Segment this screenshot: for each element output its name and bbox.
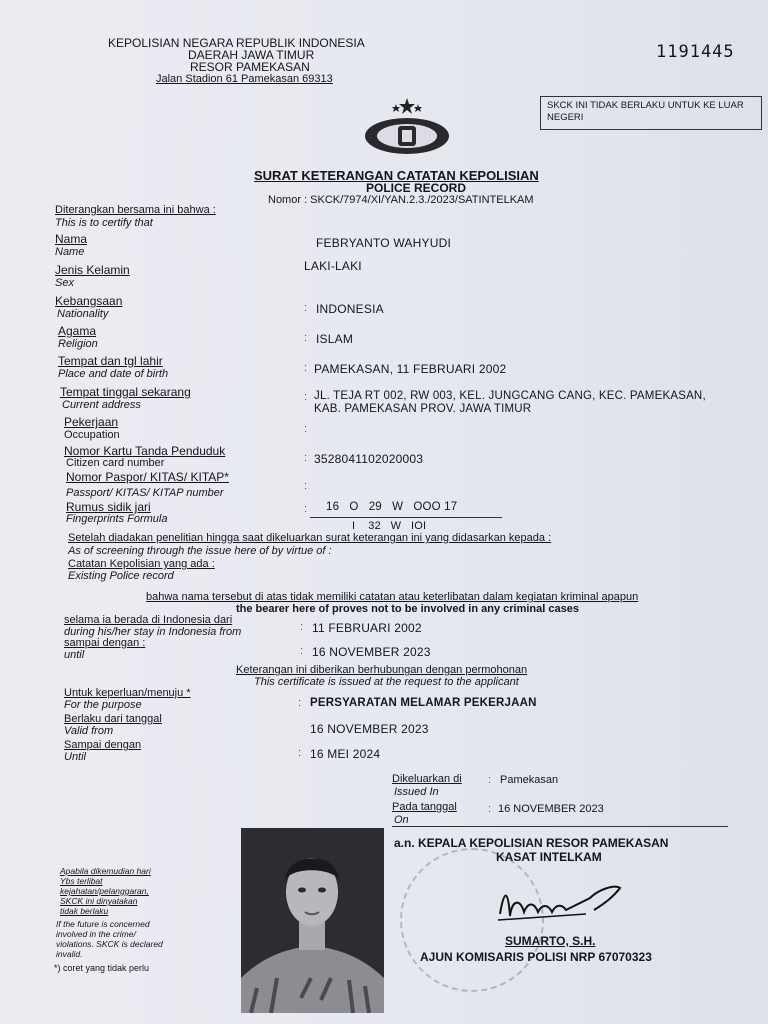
header-line-1: KEPOLISIAN NEGARA REPUBLIK INDONESIA bbox=[108, 36, 365, 50]
field-religion-label: Agama bbox=[58, 324, 97, 338]
colon: : bbox=[298, 747, 302, 759]
purpose-value: PERSYARATAN MELAMAR PEKERJAAN bbox=[310, 697, 537, 709]
colon: : bbox=[488, 803, 492, 815]
header-line-2: DAERAH JAWA TIMUR bbox=[188, 48, 315, 62]
field-religion-en: Religion bbox=[58, 338, 98, 350]
field-passport-label: Nomor Paspor/ KITAS/ KITAP* bbox=[66, 470, 229, 484]
screening-id: Setelah diadakan penelitian hingga saat dikeluarkan surat keterangan ini yang didasarkan kepada : bbox=[68, 532, 552, 544]
footnote-line-7: involved in the crime/ bbox=[56, 929, 136, 939]
signatory-name: SUMARTO, S.H. bbox=[505, 934, 596, 948]
colon: : bbox=[298, 697, 302, 709]
field-nationality-value: INDONESIA bbox=[316, 302, 384, 316]
police-emblem bbox=[362, 96, 452, 158]
issued-in-value: Pamekasan bbox=[500, 774, 559, 786]
record-id: Catatan Kepolisian yang ada : bbox=[68, 558, 215, 570]
field-sex-value: LAKI-LAKI bbox=[304, 259, 362, 273]
field-birth-label: Tempat dan tgl lahir bbox=[58, 354, 163, 368]
signature-divider bbox=[392, 826, 728, 827]
field-occupation-en: Occupation bbox=[64, 429, 120, 441]
signatory-line-1: a.n. KEPALA KEPOLISIAN RESOR PAMEKASAN bbox=[394, 836, 669, 850]
fingerprint-divider bbox=[310, 517, 502, 518]
footnote-line-3: kejahatan/pelanggaran, bbox=[60, 886, 149, 896]
field-passport-en: Passport/ KITAS/ KITAP number bbox=[66, 487, 224, 499]
intro-id: Diterangkan bersama ini bahwa : bbox=[55, 204, 216, 216]
period-until-label: sampai dengan : bbox=[64, 637, 146, 649]
field-birth-en: Place and date of birth bbox=[58, 368, 169, 380]
field-fingerprint-top: 16 O 29 W OOO 17 bbox=[326, 501, 458, 513]
footnote-line-5: tidak berlaku bbox=[60, 906, 109, 916]
holder-photo bbox=[241, 828, 384, 1013]
field-address-label: Tempat tinggal sekarang bbox=[60, 385, 191, 399]
issued-on-value: 16 NOVEMBER 2023 bbox=[498, 803, 604, 815]
field-birth-value: PAMEKASAN, 11 FEBRUARI 2002 bbox=[314, 362, 507, 376]
colon: : bbox=[300, 621, 304, 633]
document-number: Nomor : SKCK/7974/XI/YAN.2.3./2023/SATINTELKAM bbox=[268, 194, 534, 206]
footnote-line-9: invalid. bbox=[56, 949, 83, 959]
field-nik-value: 3528041102020003 bbox=[314, 452, 424, 466]
colon: : bbox=[304, 480, 308, 492]
colon: : bbox=[304, 423, 308, 435]
valid-until-value: 16 MEI 2024 bbox=[310, 747, 381, 761]
purpose-en: For the purpose bbox=[64, 699, 142, 711]
footnote-line-10: *) coret yang tidak perlu bbox=[54, 963, 150, 973]
field-sex-label: Jenis Kelamin bbox=[55, 263, 130, 277]
issued-in-en: Issued In bbox=[394, 786, 439, 798]
field-religion-value: ISLAM bbox=[316, 332, 354, 346]
period-until-en: until bbox=[64, 649, 85, 661]
field-fingerprint-en: Fingerprints Formula bbox=[66, 513, 168, 525]
colon: : bbox=[304, 302, 308, 314]
statement-en: the bearer here of proves not to be involved in any criminal cases bbox=[236, 603, 579, 615]
field-fingerprint-bottom: I 32 W IOI bbox=[352, 520, 427, 532]
valid-from-label: Berlaku dari tanggal bbox=[64, 713, 162, 725]
field-address-value-1: JL. TEJA RT 002, RW 003, KEL. JUNGCANG CANG, KEC. PAMEKASAN, bbox=[314, 390, 706, 402]
colon: : bbox=[304, 362, 308, 374]
colon: : bbox=[488, 774, 492, 786]
document-title: SURAT KETERANGAN CATATAN KEPOLISIAN bbox=[254, 168, 539, 183]
field-nationality-en: Nationality bbox=[57, 308, 109, 320]
valid-from-value: 16 NOVEMBER 2023 bbox=[310, 722, 429, 736]
header-line-3: RESOR PAMEKASAN bbox=[190, 60, 310, 74]
footnote-line-4: SKCK ini dinyatakan bbox=[60, 896, 138, 906]
field-nik-en: Citizen card number bbox=[66, 457, 165, 469]
period-from-en: during his/her stay in Indonesia from bbox=[64, 626, 242, 638]
document-subtitle: POLICE RECORD bbox=[366, 181, 467, 195]
field-name-label: Nama bbox=[55, 232, 88, 246]
valid-until-en: Until bbox=[64, 751, 87, 763]
request-id: Keterangan ini diberikan berhubungan dengan permohonan bbox=[236, 664, 528, 676]
footnote-line-6: If the future is concerned bbox=[56, 919, 150, 929]
header-address: Jalan Stadion 61 Pamekasan 69313 bbox=[156, 73, 333, 85]
signatory-line-2: KASAT INTELKAM bbox=[496, 850, 602, 864]
request-en: This certificate is issued at the request to the applicant bbox=[254, 676, 519, 688]
field-fingerprint-label: Rumus sidik jari bbox=[66, 500, 151, 514]
issued-in-label: Dikeluarkan di bbox=[392, 773, 462, 785]
field-sex-en: Sex bbox=[55, 277, 74, 289]
colon: : bbox=[304, 452, 308, 464]
period-from-label: selama ia berada di Indonesia dari bbox=[64, 614, 233, 626]
issued-on-label: Pada tanggal bbox=[392, 801, 457, 813]
field-nationality-label: Kebangsaan bbox=[55, 294, 123, 308]
field-occupation-label: Pekerjaan bbox=[64, 415, 119, 429]
field-name-value: FEBRYANTO WAHYUDI bbox=[316, 236, 451, 250]
footnote-line-1: Apabila dikemudian hari bbox=[60, 866, 151, 876]
signature-scribble bbox=[494, 880, 634, 930]
colon: : bbox=[304, 332, 308, 344]
field-address-value-2: KAB. PAMEKASAN PROV. JAWA TIMUR bbox=[314, 403, 532, 415]
period-until-value: 16 NOVEMBER 2023 bbox=[312, 645, 431, 659]
valid-until-label: Sampai dengan bbox=[64, 739, 142, 751]
purpose-label: Untuk keperluan/menuju * bbox=[64, 687, 191, 699]
notice-box: SKCK INI TIDAK BERLAKU UNTUK KE LUAR NEGERI bbox=[540, 96, 762, 130]
colon: : bbox=[304, 391, 308, 403]
footnote-line-8: violations. SKCK is declared bbox=[56, 939, 163, 949]
footnote-line-2: Ybs terlibat bbox=[60, 876, 103, 886]
colon: : bbox=[300, 645, 304, 657]
screening-en: As of screening through the issue here of by virtue of : bbox=[68, 545, 332, 557]
period-from-value: 11 FEBRUARI 2002 bbox=[312, 621, 422, 635]
colon: : bbox=[304, 503, 308, 515]
signatory-rank: AJUN KOMISARIS POLISI NRP 67070323 bbox=[420, 950, 652, 964]
issued-on-en: On bbox=[394, 814, 409, 826]
record-en: Existing Police record bbox=[68, 570, 174, 582]
serial-number: 1191445 bbox=[656, 42, 735, 62]
field-nik-label: Nomor Kartu Tanda Penduduk bbox=[64, 444, 226, 458]
field-address-en: Current address bbox=[62, 399, 141, 411]
field-name-en: Name bbox=[55, 246, 85, 258]
intro-en: This is to certify that bbox=[55, 217, 153, 229]
statement-id: bahwa nama tersebut di atas tidak memiliki catatan atau keterlibatan dalam kegiatan kriminal apapun bbox=[146, 591, 639, 603]
valid-from-en: Valid from bbox=[64, 725, 114, 737]
